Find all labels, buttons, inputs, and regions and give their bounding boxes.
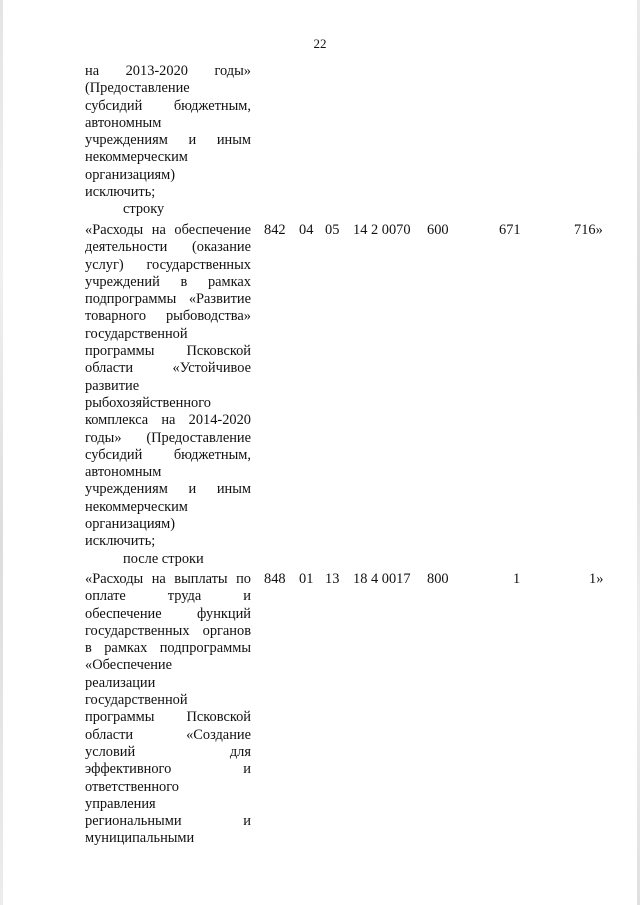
amount-cell: 1» — [589, 571, 604, 587]
text-line: комплекса на 2014-2020 — [85, 412, 251, 429]
amount-cell: 1 — [513, 571, 521, 587]
text-line: некоммерческим — [85, 149, 188, 166]
text-line: рыбохозяйственного — [85, 394, 211, 411]
text-line: (Предоставление — [85, 80, 190, 97]
text-line: «Обеспечение — [85, 657, 172, 674]
text-line: «Расходы на выплаты по — [85, 571, 251, 587]
text-line: государственной — [85, 692, 188, 709]
text-line: автономным — [85, 114, 162, 131]
amount-cell: 716» — [574, 222, 603, 238]
text-line: реализации — [85, 674, 156, 691]
scan-edge-left — [0, 0, 3, 905]
text-line: развитие — [85, 377, 140, 394]
target-cell: 14 2 0070 — [353, 222, 411, 238]
text-line: обеспечение функций — [85, 605, 251, 622]
text-line: муниципальными — [85, 830, 195, 847]
instruction-text: строку — [123, 201, 165, 218]
text-line: региональными и — [85, 813, 251, 830]
text-line: исключить; — [85, 184, 156, 201]
text-line: программы Псковской — [85, 343, 251, 360]
code-cell: 848 — [264, 571, 286, 587]
text-line: некоммерческим — [85, 498, 188, 515]
text-line: области «Создание — [85, 726, 251, 743]
text-line: товарного рыбоводства» — [85, 308, 251, 325]
instruction-text: после строки — [123, 550, 204, 567]
table-row — [0, 571, 640, 589]
text-line: в рамках подпрограммы — [85, 640, 251, 657]
text-line: на 2013-2020 годы» — [85, 63, 251, 79]
section-cell: 01 — [299, 571, 314, 587]
text-line: «Расходы на обеспечение — [85, 222, 251, 238]
text-line: ответственного — [85, 778, 179, 795]
subsection-cell: 13 — [325, 571, 340, 587]
text-line: организациям) — [85, 516, 176, 533]
page-number: 22 — [313, 36, 327, 51]
text-line: годы» (Предоставление — [85, 429, 251, 446]
text-line: эффективного и — [85, 761, 251, 778]
expense-type-cell: 600 — [427, 222, 449, 238]
text-line: деятельности (оказание — [85, 239, 251, 256]
text-block-2 — [85, 222, 251, 568]
code-cell: 842 — [264, 222, 286, 238]
text-line: субсидий бюджетным, — [85, 446, 251, 463]
text-line: субсидий бюджетным, — [85, 97, 251, 114]
text-line: учреждениям и иным — [85, 481, 251, 498]
section-cell: 04 — [299, 222, 314, 238]
text-line: условий для — [85, 743, 251, 760]
text-line: государственных органов — [85, 622, 251, 639]
text-line: учреждениям и иным — [85, 132, 251, 149]
text-line: области «Устойчивое — [85, 360, 251, 377]
target-cell: 18 4 0017 — [353, 571, 411, 587]
text-line: государственной — [85, 325, 188, 342]
table-row — [0, 222, 640, 240]
text-line: программы Псковской — [85, 709, 251, 726]
text-block-1 — [85, 63, 251, 219]
text-line: организациям) — [85, 166, 176, 183]
subsection-cell: 05 — [325, 222, 340, 238]
text-line: оплате труда и — [85, 588, 251, 605]
text-line: исключить; — [85, 533, 156, 550]
text-line: автономным — [85, 464, 162, 481]
amount-cell: 671 — [499, 222, 521, 238]
text-line: подпрограммы «Развитие — [85, 291, 251, 308]
text-block-3 — [85, 571, 251, 848]
text-line: учреждений в рамках — [85, 273, 251, 290]
text-line: управления — [85, 795, 156, 812]
expense-type-cell: 800 — [427, 571, 449, 587]
text-line: услуг) государственных — [85, 256, 251, 273]
